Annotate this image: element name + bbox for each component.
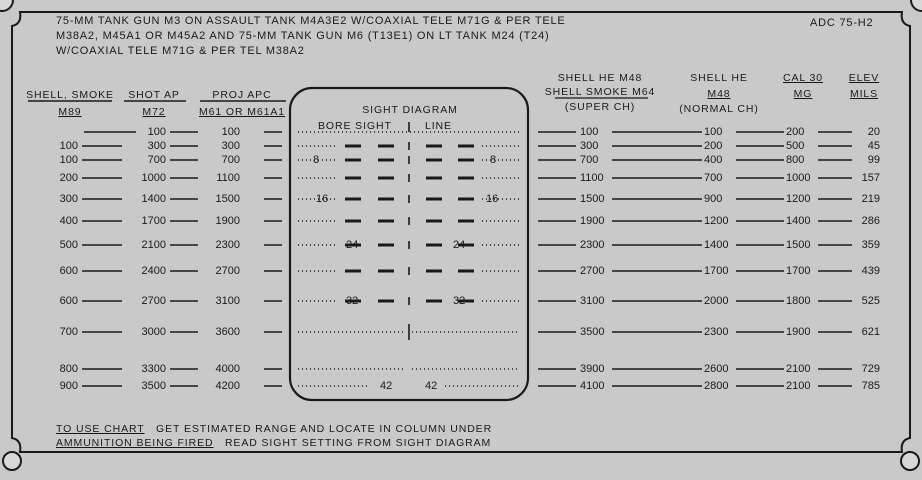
smoke-value: 700 [59,326,78,338]
header-shell-he: SHELL HE [690,72,748,84]
elev-value: 45 [867,140,880,152]
he-normal-value: 700 [704,172,723,184]
header-proj-apc-model: M61 OR M61A1 [198,106,286,118]
he-super-value: 100 [580,126,599,138]
ap-value: 2700 [141,295,166,307]
he-normal-value: 100 [704,126,723,138]
ap-value: 700 [147,154,166,166]
instructions-text-1: GET ESTIMATED RANGE AND LOCATE IN COLUMN UNDER [156,423,493,435]
apc-value: 4000 [215,363,240,375]
he-normal-value: 1400 [704,239,729,251]
apc-value: 1500 [215,193,240,205]
ap-value: 300 [147,140,166,152]
elev-value: 359 [861,239,880,251]
mg-value: 1800 [786,295,811,307]
title-line-1: 75-MM TANK GUN M3 ON ASSAULT TANK M4A3E2 W/COAXIAL TELE M71G & PER TELE [56,15,566,27]
title-line-3: W/COAXIAL TELE M71G & PER TEL M38A2 [56,45,305,57]
elev-value: 729 [861,363,880,375]
header-shell-he-model: M48 [707,88,731,100]
he-super-value: 300 [580,140,599,152]
apc-value: 1900 [215,215,240,227]
elev-value: 621 [861,326,880,338]
apc-value: 3100 [215,295,240,307]
sight-label-left: 32 [346,295,359,307]
mg-value: 2100 [786,380,811,392]
mg-value: 500 [786,140,805,152]
header-shot-ap-model: M72 [142,106,166,118]
smoke-value: 600 [59,265,78,277]
he-normal-value: 2300 [704,326,729,338]
elev-value: 286 [861,215,880,227]
mg-value: 2100 [786,363,811,375]
he-super-value: 2300 [580,239,605,251]
elev-value: 20 [867,126,880,138]
he-normal-value: 200 [704,140,723,152]
sight-label-right: 16 [486,193,499,205]
mg-value: 1400 [786,215,811,227]
he-super-value: 4100 [580,380,605,392]
he-normal-value: 900 [704,193,723,205]
header-shell-he-m48: SHELL HE M48 [557,72,643,84]
he-super-value: 1500 [580,193,605,205]
apc-value: 100 [221,126,240,138]
ap-value: 3500 [141,380,166,392]
elev-value: 439 [861,265,880,277]
smoke-value: 800 [59,363,78,375]
he-normal-value: 2800 [704,380,729,392]
sight-label-left: 16 [316,193,329,205]
apc-value: 3600 [215,326,240,338]
sight-label-right: 42 [425,380,438,392]
sight-label-right: 32 [453,295,466,307]
sight-label-left: 8 [313,154,320,166]
elev-value: 785 [861,380,880,392]
instructions-heading: TO USE CHART [56,423,145,435]
smoke-value: 300 [59,193,78,205]
ap-value: 100 [147,126,166,138]
apc-value: 2700 [215,265,240,277]
he-super-value: 3500 [580,326,605,338]
header-cal30: CAL 30 [782,72,824,84]
he-super-value: 1900 [580,215,605,227]
instructions-text-2: READ SIGHT SETTING FROM SIGHT DIAGRAM [224,437,492,449]
header-shell-smoke: SHELL, SMOKE [26,89,114,101]
ap-value: 1400 [141,193,166,205]
elev-value: 99 [867,154,880,166]
apc-value: 300 [221,140,240,152]
mg-value: 200 [786,126,805,138]
smoke-value: 400 [59,215,78,227]
mg-value: 1200 [786,193,811,205]
header-elev: ELEV [848,72,880,84]
elev-value: 525 [861,295,880,307]
bore-sight-label: BORE SIGHT [318,120,392,132]
smoke-value: 200 [59,172,78,184]
mg-value: 1500 [786,239,811,251]
header-mils: MILS [849,88,879,100]
instructions-line-2 [56,437,491,450]
elev-value: 219 [861,193,880,205]
he-normal-value: 2000 [704,295,729,307]
header-shot-ap: SHOT AP [128,89,180,101]
header-super-charge: (SUPER CH) [564,101,636,113]
apc-value: 4200 [215,380,240,392]
smoke-value: 900 [59,380,78,392]
header-proj-apc: PROJ APC [212,89,272,101]
line-label: LINE [425,120,452,132]
ap-value: 2400 [141,265,166,277]
he-super-value: 700 [580,154,599,166]
he-super-value: 3100 [580,295,605,307]
he-normal-value: 1700 [704,265,729,277]
elev-value: 157 [861,172,880,184]
header-mg: MG [793,88,813,100]
sight-diagram-title: SIGHT DIAGRAM [362,104,458,116]
sight-label-right: 24 [453,239,466,251]
mg-value: 800 [786,154,805,166]
he-super-value: 1100 [580,172,604,184]
header-shell-smoke-m64: SHELL SMOKE M64 [544,86,656,98]
smoke-value: 600 [59,295,78,307]
he-normal-value: 2600 [704,363,729,375]
smoke-value: 100 [59,140,78,152]
mg-value: 1900 [786,326,811,338]
header-normal-charge: (NORMAL CH) [679,103,759,115]
he-super-value: 2700 [580,265,605,277]
header-shell-smoke-model: M89 [58,106,82,118]
title-line-2: M38A2, M45A1 OR M45A2 AND 75-MM TANK GUN M6 (T13E1) ON LT TANK M24 (T24) [56,30,550,42]
apc-value: 2300 [215,239,240,251]
apc-value: 1100 [216,172,240,184]
mg-value: 1700 [786,265,811,277]
ap-value: 2100 [141,239,166,251]
smoke-value: 100 [59,154,78,166]
sight-label-left: 24 [346,239,359,251]
sight-label-left: 42 [380,380,393,392]
ap-value: 1000 [141,172,166,184]
mg-value: 1000 [786,172,811,184]
smoke-value: 500 [59,239,78,251]
sight-label-right: 8 [490,154,497,166]
apc-value: 700 [221,154,240,166]
he-normal-value: 1200 [704,215,729,227]
ap-value: 3300 [141,363,166,375]
instructions-line-1 [56,423,492,436]
ap-value: 3000 [141,326,166,338]
he-normal-value: 400 [704,154,723,166]
instructions-emphasis: AMMUNITION BEING FIRED [56,437,214,449]
plate-code: ADC 75-H2 [810,17,874,29]
ap-value: 1700 [141,215,166,227]
he-super-value: 3900 [580,363,605,375]
